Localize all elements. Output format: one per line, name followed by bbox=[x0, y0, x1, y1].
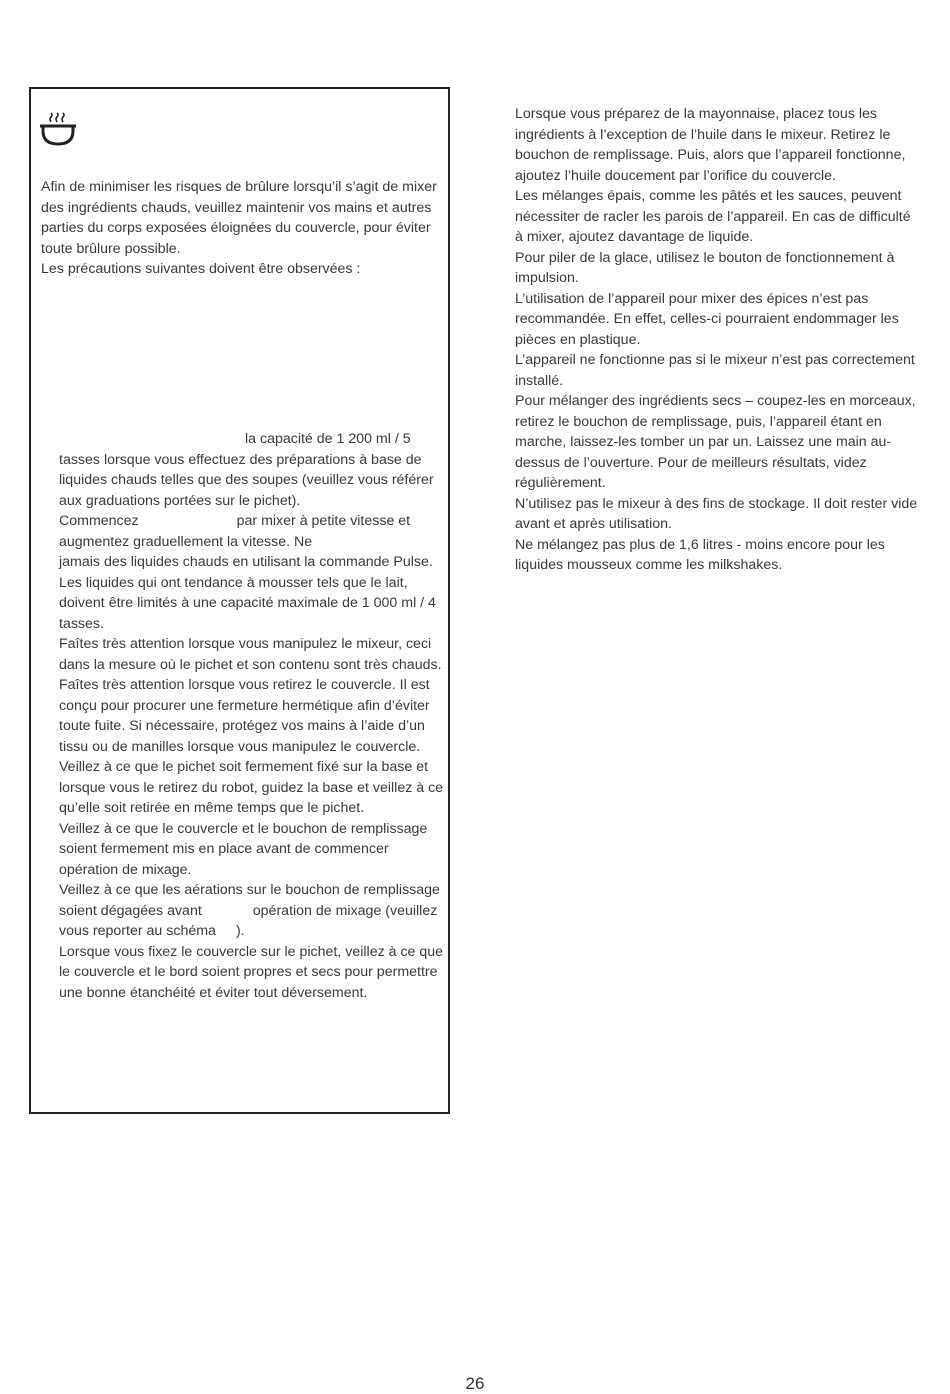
warning-intro bbox=[41, 177, 441, 280]
list-item: Faîtes très attention lorsque vous manipulez le mixeur, ceci dans la mesure où le pichet et son contenu sont très chauds. bbox=[59, 636, 442, 673]
list-item: Lorsque vous fixez le couvercle sur le pichet, veillez à ce que le couvercle et le bord soient propres et secs pour permettre une bonne étanchéité et éviter tout déversement. bbox=[59, 943, 444, 1001]
hot-liquid-warning-box bbox=[29, 87, 450, 1114]
page-number: 26 bbox=[465, 1374, 485, 1393]
list-item: Veillez à ce que les aérations sur le bouchon de remplissage soient dégagées avant opération de mixage (veuillez vous reporter au schéma ). bbox=[59, 882, 440, 939]
list-item: Commencez par mixer à petite vitesse et augmentez graduellement la vitesse. Ne jamais des liquides chauds en utilisant la commande Pulse. bbox=[59, 513, 433, 570]
list-item: Veillez à ce que le pichet soit fermement fixé sur la base et lorsque vous le retirez du robot, guidez la base et veillez à ce qu’elle soit retirée en même temps que le pichet. bbox=[59, 759, 444, 816]
list-item: la capacité de 1 200 ml / 5 tasses lorsque vous effectuez des préparations à base de liquides chauds telles que des soupes (veuillez vous référer aux graduations portées sur le pichet). bbox=[59, 431, 434, 509]
tip-paragraph: Pour piler de la glace, utilisez le bouton de fonctionnement à impulsion. bbox=[515, 249, 895, 286]
intro-paragraph: Les précautions suivantes doivent être observées : bbox=[41, 261, 361, 277]
tip-paragraph: N’utilisez pas le mixeur à des fins de stockage. Il doit rester vide avant et après utilisation. bbox=[515, 495, 918, 532]
tip-paragraph: L’utilisation de l’appareil pour mixer des épices n’est pas recommandée. En effet, celles-ci pourraient endommager les pièces en plastique. bbox=[515, 290, 899, 348]
tip-paragraph: Ne mélangez pas plus de 1,6 litres - moins encore pour les liquides mousseux comme les milkshakes. bbox=[515, 536, 885, 573]
tips-column bbox=[515, 104, 920, 576]
list-item: Veillez à ce que le couvercle et le bouchon de remplissage soient fermement mis en place avant de commenceropération de mixage. bbox=[59, 820, 428, 878]
tip-paragraph: Les mélanges épais, comme les pâtés et les sauces, peuvent nécessiter de racler les parois de l’appareil. En cas de difficulté à mixer, ajoutez davantage de liquide. bbox=[515, 188, 911, 245]
list-item: Les liquides qui ont tendance à mousser tels que le lait, doivent être limités à une capacité maximale de 1 000 ml / 4 tasses. bbox=[59, 574, 436, 632]
precautions-list bbox=[59, 429, 445, 1003]
hot-bowl-icon bbox=[38, 111, 80, 151]
tip-paragraph: Pour mélanger des ingrédients secs – coupez-les en morceaux, retirez le bouchon de remplissage, puis, l’appareil étant en marche, laissez-les tomber un par un. Laissez une main au-dessus de l’ouverture. Pour de meilleurs résultats, videz régulièrement. bbox=[515, 393, 916, 491]
intro-paragraph: Afin de minimiser les risques de brûlure lorsqu’il s’agit de mixer des ingrédients chauds, veuillez maintenir vos mains et autres parties du corps exposées éloignées du couvercle, pour éviter toute brûlure possible. bbox=[41, 179, 437, 257]
tip-paragraph: Lorsque vous préparez de la mayonnaise, placez tous les ingrédients à l’exception de l’huile dans le mixeur. Retirez le bouchon de remplissage. Puis, alors que l’appareil fonctionne, ajoutez l’huile doucement par l’orifice du couvercle. bbox=[515, 106, 906, 184]
list-item: Faîtes très attention lorsque vous retirez le couvercle. Il est conçu pour procurer une fermeture hermétique afin d’éviter toute fuite. Si nécessaire, protégez vos mains à l’aide d’un tissu ou de manilles lorsque vous manipulez le couvercle. bbox=[59, 677, 430, 755]
tip-paragraph: L’appareil ne fonctionne pas si le mixeur n’est pas correctement installé. bbox=[515, 352, 915, 389]
